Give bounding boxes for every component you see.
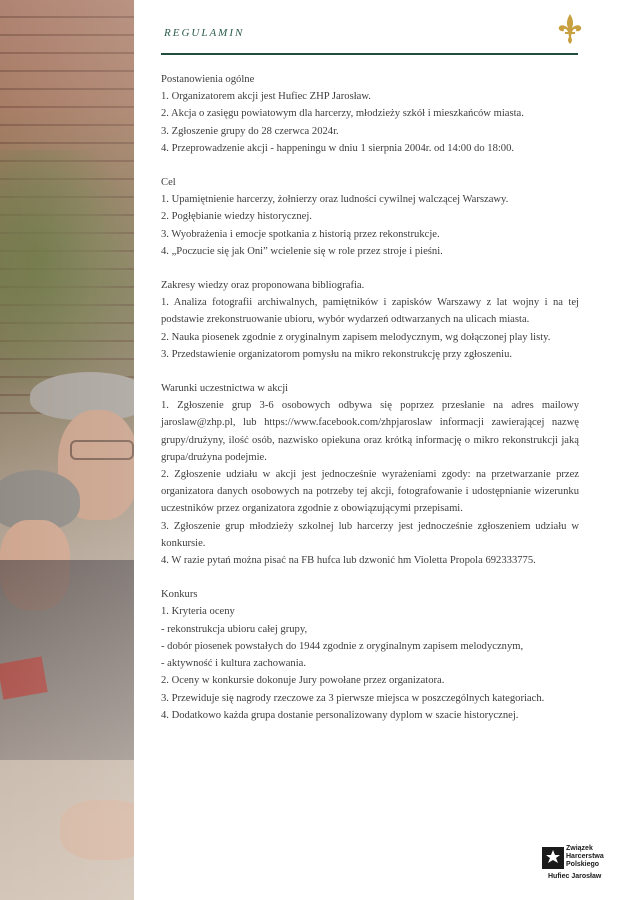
list-item: - rekonstrukcja ubioru całej grupy, <box>161 623 308 635</box>
zhp-emblem-icon <box>542 847 564 869</box>
section-general-provisions <box>161 71 579 157</box>
list-item: 3. Zgłoszenie grupy do 28 czerwca 2024r. <box>161 125 339 137</box>
section-knowledge-bibliography <box>161 277 579 363</box>
fleur-de-lis-icon <box>557 13 583 45</box>
background-photo <box>0 0 134 900</box>
list-item: 4. Dodatkowo każda grupa dostanie personalizowany dyplom w szacie historycznej. <box>161 709 519 721</box>
list-item: 3. Przewiduje się nagrody rzeczowe za 3 pierwsze miejsca w poszczególnych kategoriach. <box>161 692 545 704</box>
list-item: 1. Kryteria oceny <box>161 606 235 618</box>
list-item: 3. Wyobrażenia i emocje spotkania z historią przez rekonstrukcje. <box>161 228 440 240</box>
section-contest <box>161 586 579 724</box>
list-item: 2. Pogłębianie wiedzy historycznej. <box>161 211 312 223</box>
list-item: 1. Organizatorem akcji jest Hufiec ZHP Jarosław. <box>161 91 371 103</box>
logo-line: Harcerstwa <box>566 853 604 860</box>
list-item: - dobór piosenek powstałych do 1944 zgodnie z oryginalnym zapisem melodycznym, <box>161 640 524 652</box>
list-item: 2. Akcja o zasięgu powiatowym dla harcerzy, młodzieży szkół i mieszkańców miasta. <box>161 108 524 120</box>
section-heading: Konkurs <box>161 589 198 601</box>
list-item: 2. Oceny w konkursie dokonuje Jury powołane przez organizatora. <box>161 675 445 687</box>
photo-fade <box>0 0 134 900</box>
list-item: 3. Przedstawienie organizatorom pomysłu na mikro rekonstrukcję przy zgłoszeniu. <box>161 348 513 360</box>
logo-line: Polskiego <box>566 861 600 868</box>
header-divider <box>161 53 578 55</box>
list-item: 1. Upamiętnienie harcerzy, żołnierzy oraz ludności cywilnej walczącej Warszawy. <box>161 194 509 206</box>
zhp-logo <box>538 845 618 885</box>
logo-subtitle: Hufiec Jarosław <box>548 873 602 880</box>
regulations-content <box>161 71 579 741</box>
list-item: 2. Zgłoszenie udziału w akcji jest jednocześnie wyrażeniami zgody: na przetwarzanie przez organizatora danych osobowych na potrzeby tej akcji, fotografowanie i udostępnianie wizerunku uczestników przez organizatora zgodnie z obowiązującymi przepisami. <box>161 469 579 515</box>
list-item: - aktywność i kultura zachowania. <box>161 658 307 670</box>
logo-line: Związek <box>566 845 593 852</box>
section-heading: Cel <box>161 177 176 189</box>
section-heading: Zakresy wiedzy oraz proponowana bibliografia. <box>161 280 365 292</box>
section-goal <box>161 174 579 260</box>
list-item: 4. Przeprowadzenie akcji - happeningu w dniu 1 sierpnia 2004r. od 14:00 do 18:00. <box>161 142 515 154</box>
list-item: 3. Zgłoszenie grup młodzieży szkolnej lub harcerzy jest jednocześnie zgłoszeniem udziału w konkursie. <box>161 520 579 549</box>
list-item: 4. „Poczucie się jak Oni” wcielenie się w role przez stroje i pieśni. <box>161 245 443 257</box>
section-heading: Warunki uczestnictwa w akcji <box>161 383 289 395</box>
list-item: 4. W razie pytań można pisać na FB hufca lub dzwonić hm Violetta Propola 692333775. <box>161 555 536 567</box>
section-heading: Postanowienia ogólne <box>161 74 255 85</box>
section-participation-conditions <box>161 380 579 569</box>
list-item: 1. Analiza fotografii archiwalnych, pamiętników i zapisków Warszawy z lat wojny i na tej podstawie zrekonstruowanie ubioru, wybór wydarzeń odtwarzanych na ulicach miasta. <box>161 297 579 326</box>
list-item: 1. Zgłoszenie grup 3-6 osobowych odbywa się poprzez przesłanie na adres mailowy jaroslaw@zhp.pl, lub https://www.facebook.com/zhpjaroslaw informacji zawierającej nazwę grupy/drużyny, ilość osób, nazwisko opiekuna oraz krótką informację o mikro rekonstrukcji jaką grupa/drużyna podejmie. <box>161 400 579 463</box>
list-item: 2. Nauka piosenek zgodnie z oryginalnym zapisem melodycznym, wg dołączonej play listy. <box>161 331 551 343</box>
page-title: REGULAMIN <box>164 27 245 39</box>
